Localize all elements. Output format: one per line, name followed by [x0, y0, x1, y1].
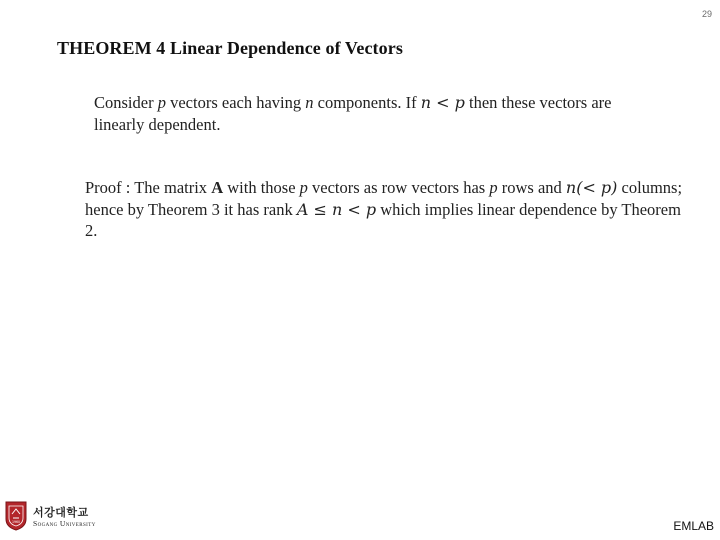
slide-title: THEOREM 4 Linear Dependence of Vectors: [57, 38, 403, 58]
proof-paragraph: [85, 177, 685, 242]
university-name-korean: 서강대학교: [33, 506, 89, 519]
theorem-statement: [94, 92, 654, 135]
proof-text-6: which implies linear dependence by Theorem 2.: [85, 199, 681, 240]
proof-var-p-2: p: [489, 178, 498, 197]
theorem-text-3: components. If: [313, 93, 421, 112]
proof-text-2: with those: [223, 178, 300, 197]
university-emblem-icon: [5, 501, 27, 531]
proof-rank-expression: A ≤ n < p: [296, 199, 377, 219]
proof-text-5: columns; hence by Theorem 3 it has rank: [85, 178, 683, 219]
proof-text-4: rows and: [497, 178, 566, 197]
proof-text-1: Proof : The matrix: [85, 178, 212, 197]
theorem-var-p: p: [157, 93, 166, 112]
university-name-english: Sogang University: [33, 519, 96, 528]
theorem-text-4: then these vectors are linearly dependent.: [94, 93, 612, 134]
theorem-text-1: Consider: [94, 93, 158, 112]
proof-text-3: vectors as row vectors has: [307, 178, 490, 197]
theorem-inequality: n < p: [420, 93, 465, 112]
emblem-text: 1960: [11, 520, 21, 524]
proof-matrix-symbol: A: [211, 178, 224, 197]
proof-columns-inequality: n(< p): [565, 178, 618, 197]
theorem-var-n: n: [305, 93, 314, 112]
page-number: 29: [701, 9, 712, 19]
theorem-text-2: vectors each having: [165, 93, 306, 112]
proof-var-p-1: p: [299, 178, 308, 197]
footer-label: EMLAB: [673, 519, 714, 533]
university-logo: [5, 501, 115, 535]
